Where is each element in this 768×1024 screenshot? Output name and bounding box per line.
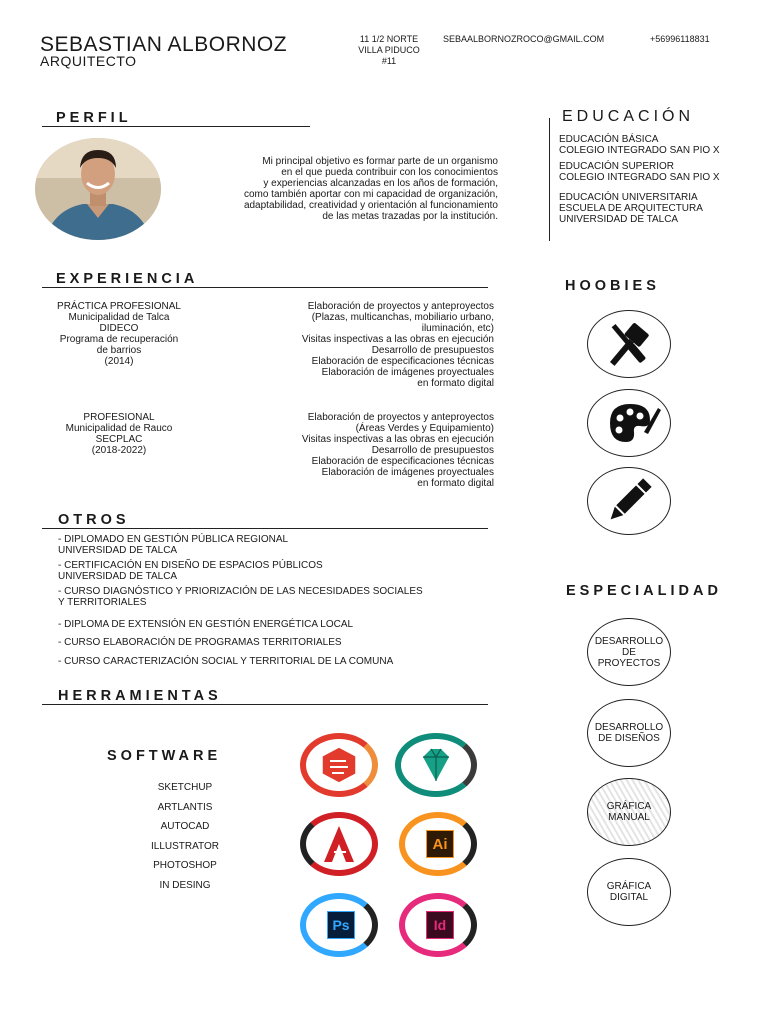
perfil-line: adaptabilidad, creatividad y orientación al funcionamiento: [243, 200, 498, 211]
phone: +56996118831: [650, 34, 710, 44]
especialidad-item: [587, 778, 671, 846]
task-line: Visitas inspectivas a las obras en ejecución: [301, 334, 494, 345]
profile-photo: [35, 138, 161, 240]
otros-line: - CURSO DIAGNÓSTICO Y PRIORIZACIÓN DE LAS NECESIDADES SOCIALES: [58, 586, 423, 597]
herramientas-divider: [42, 704, 488, 705]
job-line: Municipalidad de Talca: [68, 312, 170, 323]
task-line: en formato digital: [417, 478, 494, 489]
software-heading: SOFTWARE: [107, 748, 222, 764]
task-line: (Plazas, multicanchas, mobiliario urbano,: [311, 312, 494, 323]
task-line: Elaboración de proyectos y anteproyectos: [307, 301, 494, 312]
task-line: Desarrollo de presupuestos: [371, 345, 494, 356]
perfil-text: [160, 156, 498, 222]
otros-item: [58, 534, 498, 556]
software-item: SKETCHUP: [157, 782, 213, 793]
otros-item: [58, 560, 498, 582]
experiencia-divider: [42, 287, 488, 288]
herramientas-heading: HERRAMIENTAS: [58, 688, 222, 704]
job-line: (2014): [104, 356, 134, 367]
edu-line: EDUCACIÓN SUPERIOR: [559, 161, 675, 172]
otros-line: - CERTIFICACIÓN EN DISEÑO DE ESPACIOS PÚBLICOS: [58, 560, 323, 571]
job-line: SECPLAC: [95, 434, 143, 445]
perfil-divider: [42, 126, 310, 127]
indesign-badge: Id: [426, 911, 454, 939]
job-title: ARQUITECTO: [40, 53, 137, 69]
otros-line: - DIPLOMADO EN GESTIÓN PÚBLICA REGIONAL: [58, 534, 289, 545]
especialidad-line: PROYECTOS: [597, 657, 661, 669]
perfil-heading: PERFIL: [56, 110, 132, 126]
especialidad-line: GRÁFICA: [606, 881, 652, 892]
task-line: en formato digital: [417, 378, 494, 389]
job-line: Programa de recuperación: [59, 334, 179, 345]
job-line: (2018-2022): [91, 445, 147, 456]
especialidad-line: DE: [622, 646, 636, 658]
especialidad-line: DE DISEÑOS: [598, 733, 660, 744]
job-summary: [30, 301, 208, 367]
software-item: ARTLANTIS: [157, 801, 213, 813]
perfil-line: como también aportar con mi capacidad de organización,: [243, 189, 498, 200]
especialidad-heading: ESPECIALIDAD: [566, 583, 722, 599]
artlantis-logo: [395, 733, 477, 797]
software-item: ILLUSTRATOR: [151, 840, 219, 852]
otros-item: [58, 586, 498, 608]
otros-line: UNIVERSIDAD DE TALCA: [58, 545, 178, 556]
edu-line: EDUCACIÓN BÁSICA: [559, 134, 659, 145]
pencil-icon: [587, 467, 671, 535]
edu-line: ESCUELA DE ARQUITECTURA: [559, 203, 703, 214]
address-line: 11 1/2 NORTE: [359, 34, 419, 44]
otros-item: [58, 656, 498, 667]
job-summary: [30, 412, 208, 456]
task-line: Visitas inspectivas a las obras en ejecución: [301, 434, 494, 445]
otros-line: - CURSO ELABORACIÓN DE PROGRAMAS TERRITORIALES: [58, 637, 342, 648]
edu-item: [559, 134, 759, 156]
job-tasks: [236, 301, 494, 389]
task-line: Elaboración de imágenes proyectuales: [321, 467, 494, 478]
edu-line: COLEGIO INTEGRADO SAN PIO X: [559, 172, 720, 183]
job-line: DIDECO: [99, 323, 139, 334]
software-item: AUTOCAD: [160, 821, 210, 833]
especialidad-line: GRÁFICA: [606, 801, 652, 812]
especialidad-line: DIGITAL: [609, 892, 649, 903]
job-tasks: [236, 412, 494, 489]
edu-line: UNIVERSIDAD DE TALCA: [559, 214, 679, 225]
otros-item: [58, 619, 498, 630]
especialidad-line: DESARROLLO: [594, 635, 664, 647]
task-line: Elaboración de especificaciones técnicas: [311, 356, 494, 367]
edu-item: [559, 161, 759, 183]
illustrator-badge: Ai: [426, 830, 454, 858]
edu-line: EDUCACIÓN UNIVERSITARIA: [559, 192, 698, 203]
educacion-heading: EDUCACIÓN: [562, 108, 695, 125]
perfil-line: en el que pueda contribuir con los conocimientos: [281, 167, 498, 178]
especialidad-item: [587, 699, 671, 767]
software-item: IN DESING: [159, 879, 211, 891]
full-name: SEBASTIAN ALBORNOZ: [40, 33, 288, 56]
autocad-logo: [300, 812, 378, 876]
educacion-timeline: [549, 118, 550, 241]
address-line: #11: [381, 56, 397, 66]
task-line: Elaboración de proyectos y anteproyectos: [307, 412, 494, 423]
perfil-line: y experiencias alcanzadas en los años de formación,: [263, 178, 498, 189]
job-line: de barrios: [96, 345, 142, 356]
indesign-logo: [399, 893, 477, 957]
otros-item: [58, 637, 498, 648]
tools-icon: [587, 310, 671, 378]
task-line: (Áreas Verdes y Equipamiento): [355, 423, 494, 434]
experiencia-heading: EXPERIENCIA: [56, 271, 199, 287]
especialidad-item: [587, 858, 671, 926]
perfil-line: de las metas trazadas por la institución.: [322, 211, 498, 222]
palette-icon: [587, 389, 671, 457]
task-line: Elaboración de especificaciones técnicas: [311, 456, 494, 467]
otros-line: - DIPLOMA DE EXTENSIÓN EN GESTIÓN ENERGÉTICA LOCAL: [58, 619, 354, 630]
otros-line: UNIVERSIDAD DE TALCA: [58, 571, 178, 582]
edu-line: COLEGIO INTEGRADO SAN PIO X: [559, 145, 720, 156]
otros-heading: OTROS: [58, 512, 130, 528]
especialidad-item: [587, 618, 671, 686]
software-item: PHOTOSHOP: [153, 860, 217, 872]
address-line: VILLA PIDUCO: [358, 45, 420, 55]
especialidad-line: DESARROLLO: [594, 722, 664, 733]
edu-item: [559, 192, 759, 225]
task-line: Desarrollo de presupuestos: [371, 445, 494, 456]
task-line: Elaboración de imágenes proyectuales: [321, 367, 494, 378]
perfil-line: Mi principal objetivo es formar parte de un organismo: [262, 156, 498, 167]
job-line: PRÁCTICA PROFESIONAL: [57, 301, 181, 312]
illustrator-logo: [399, 812, 477, 876]
software-list: [135, 782, 235, 900]
especialidad-line: MANUAL: [608, 812, 650, 823]
address: [345, 34, 433, 67]
photoshop-logo: [300, 893, 378, 957]
photoshop-badge: Ps: [327, 911, 355, 939]
job-line: PROFESIONAL: [83, 412, 155, 423]
email: SEBAALBORNOZROCO@GMAIL.COM: [443, 34, 605, 44]
task-line: iluminación, etc): [421, 323, 494, 334]
job-line: Municipalidad de Rauco: [65, 423, 173, 434]
sketchup-logo: [300, 733, 378, 797]
otros-line: Y TERRITORIALES: [58, 597, 147, 608]
otros-line: - CURSO CARACTERIZACIÓN SOCIAL Y TERRITORIAL DE LA COMUNA: [58, 656, 394, 667]
hoobies-heading: HOOBIES: [565, 278, 660, 294]
otros-divider: [42, 528, 488, 529]
